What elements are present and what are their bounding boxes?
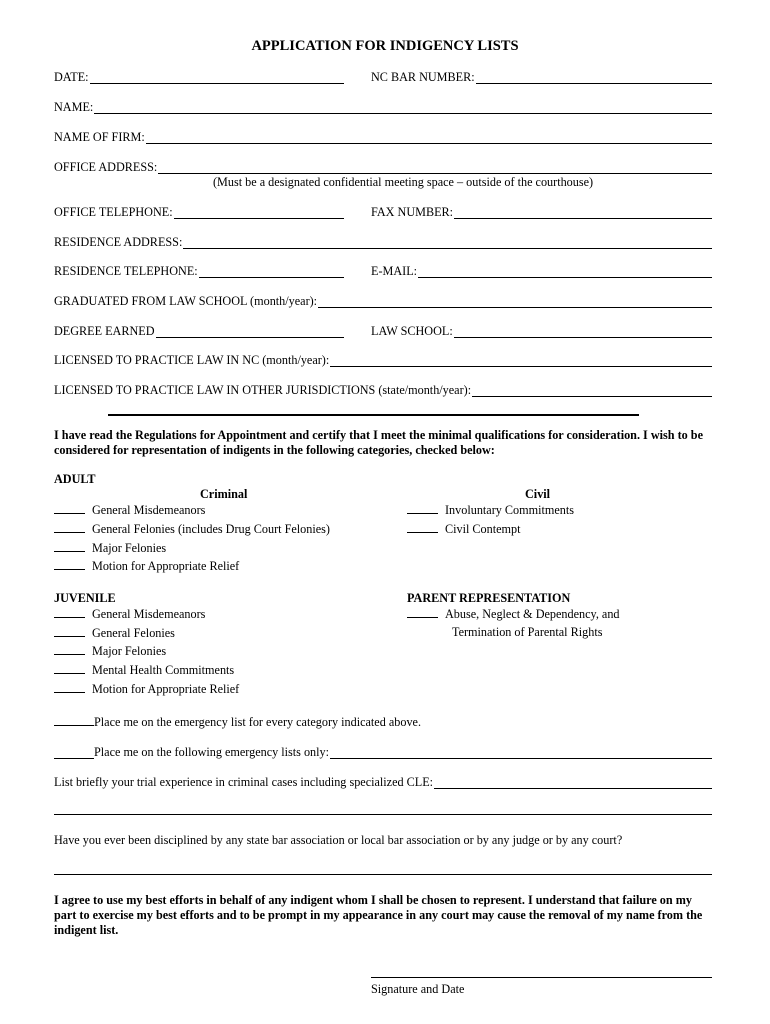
item-label: Mental Health Commitments bbox=[92, 663, 235, 677]
parent-item[interactable] bbox=[407, 606, 620, 621]
licensed-other-label: LICENSED TO PRACTICE LAW IN OTHER JURISDICTIONS (state/month/year): bbox=[54, 383, 472, 397]
emergency-following-input-line[interactable] bbox=[330, 746, 712, 759]
date-field[interactable] bbox=[54, 68, 344, 84]
email-field[interactable] bbox=[371, 262, 712, 278]
criminal-heading: Criminal bbox=[200, 487, 248, 501]
office-address-label: OFFICE ADDRESS: bbox=[54, 160, 158, 174]
adult-criminal-item[interactable] bbox=[54, 558, 239, 573]
parent-representation-heading: PARENT REPRESENTATION bbox=[407, 591, 571, 605]
item-label: General Felonies bbox=[92, 626, 175, 640]
trial-experience-extra-line[interactable] bbox=[54, 814, 712, 815]
date-input-line[interactable] bbox=[90, 71, 344, 84]
fax-number-label: FAX NUMBER: bbox=[371, 205, 454, 219]
civil-heading: Civil bbox=[525, 487, 551, 501]
office-telephone-field[interactable] bbox=[54, 203, 344, 219]
residence-address-label: RESIDENCE ADDRESS: bbox=[54, 235, 183, 249]
item-label: General Misdemeanors bbox=[92, 503, 206, 517]
juvenile-item[interactable] bbox=[54, 606, 205, 621]
nc-bar-number-field[interactable] bbox=[371, 68, 712, 84]
graduated-label: GRADUATED FROM LAW SCHOOL (month/year): bbox=[54, 294, 318, 308]
item-label: Civil Contempt bbox=[445, 522, 521, 536]
adult-civil-item[interactable] bbox=[407, 521, 521, 536]
emergency-following-field[interactable] bbox=[54, 743, 712, 759]
email-input-line[interactable] bbox=[418, 265, 712, 278]
nc-bar-number-label: NC BAR NUMBER: bbox=[371, 70, 475, 84]
section-divider bbox=[108, 414, 639, 416]
licensed-other-input-line[interactable] bbox=[472, 384, 712, 397]
checkbox-blank[interactable] bbox=[54, 558, 85, 570]
agreement-text: I agree to use my best efforts in behalf of any indigent whom I shall be chosen to represent. I understand that failure on my part to exercise my best efforts and to be prompt in my appearance in any court may cause the removal of my name from the indigent list. bbox=[54, 893, 703, 937]
firm-field[interactable] bbox=[54, 128, 712, 144]
licensed-nc-label: LICENSED TO PRACTICE LAW IN NC (month/year): bbox=[54, 353, 330, 367]
item-label: Motion for Appropriate Relief bbox=[92, 682, 240, 696]
item-label: Abuse, Neglect & Dependency, and bbox=[445, 607, 620, 621]
checkbox-blank[interactable] bbox=[54, 502, 85, 514]
date-label: DATE: bbox=[54, 70, 89, 84]
licensed-other-field[interactable] bbox=[54, 381, 712, 397]
item-label: Major Felonies bbox=[92, 541, 167, 555]
trial-experience-input-line[interactable] bbox=[434, 776, 712, 789]
firm-label: NAME OF FIRM: bbox=[54, 130, 145, 144]
signature-line[interactable] bbox=[371, 977, 712, 978]
certification-text: I have read the Regulations for Appointment and certify that I meet the minimal qualifications for consideration. I wish to be considered for representation of indigents in the following categories, checked below: bbox=[54, 428, 703, 457]
juvenile-heading: JUVENILE bbox=[54, 591, 116, 605]
office-telephone-label: OFFICE TELEPHONE: bbox=[54, 205, 173, 219]
adult-heading: ADULT bbox=[54, 472, 96, 486]
checkbox-blank[interactable] bbox=[407, 502, 438, 514]
residence-telephone-input-line[interactable] bbox=[199, 265, 344, 278]
office-address-field[interactable] bbox=[54, 158, 712, 174]
adult-criminal-item[interactable] bbox=[54, 540, 166, 555]
checkbox-blank[interactable] bbox=[54, 643, 85, 655]
law-school-input-line[interactable] bbox=[454, 325, 712, 338]
checkbox-blank[interactable] bbox=[54, 747, 94, 759]
graduated-field[interactable] bbox=[54, 292, 712, 308]
checkbox-blank[interactable] bbox=[54, 681, 85, 693]
item-label: Motion for Appropriate Relief bbox=[92, 559, 240, 573]
degree-earned-label: DEGREE EARNED bbox=[54, 324, 155, 338]
juvenile-item[interactable] bbox=[54, 625, 175, 640]
graduated-input-line[interactable] bbox=[318, 295, 712, 308]
parent-item-continued: Termination of Parental Rights bbox=[452, 625, 603, 639]
checkbox-blank[interactable] bbox=[54, 662, 85, 674]
office-telephone-input-line[interactable] bbox=[174, 206, 344, 219]
emergency-all-item[interactable] bbox=[54, 714, 421, 729]
adult-criminal-item[interactable] bbox=[54, 521, 330, 536]
office-address-note: (Must be a designated confidential meeting space – outside of the courthouse) bbox=[213, 175, 594, 189]
residence-telephone-label: RESIDENCE TELEPHONE: bbox=[54, 264, 198, 278]
law-school-field[interactable] bbox=[371, 322, 712, 338]
fax-number-field[interactable] bbox=[371, 203, 712, 219]
checkbox-blank[interactable] bbox=[407, 606, 438, 618]
checkbox-blank[interactable] bbox=[407, 521, 438, 533]
emergency-all-label: Place me on the emergency list for every category indicated above. bbox=[94, 715, 422, 729]
fax-number-input-line[interactable] bbox=[454, 206, 712, 219]
checkbox-blank[interactable] bbox=[54, 540, 85, 552]
emergency-following-label: Place me on the following emergency lists only: bbox=[94, 745, 330, 759]
adult-civil-item[interactable] bbox=[407, 502, 574, 517]
juvenile-item[interactable] bbox=[54, 662, 234, 677]
item-label: General Felonies (includes Drug Court Felonies) bbox=[92, 522, 330, 536]
checkbox-blank[interactable] bbox=[54, 714, 94, 726]
juvenile-item[interactable] bbox=[54, 643, 166, 658]
signature-label: Signature and Date bbox=[371, 982, 465, 996]
law-school-label: LAW SCHOOL: bbox=[371, 324, 453, 338]
name-label: NAME: bbox=[54, 100, 94, 114]
residence-telephone-field[interactable] bbox=[54, 262, 344, 278]
nc-bar-number-input-line[interactable] bbox=[476, 71, 712, 84]
name-field[interactable] bbox=[54, 98, 712, 114]
disciplined-answer-line[interactable] bbox=[54, 874, 712, 875]
trial-experience-label: List briefly your trial experience in criminal cases including specialized CLE: bbox=[54, 775, 434, 789]
office-address-input-line[interactable] bbox=[158, 161, 712, 174]
degree-earned-field[interactable] bbox=[54, 322, 344, 338]
licensed-nc-field[interactable] bbox=[54, 351, 712, 367]
checkbox-blank[interactable] bbox=[54, 625, 85, 637]
trial-experience-field[interactable] bbox=[54, 773, 712, 789]
licensed-nc-input-line[interactable] bbox=[330, 354, 712, 367]
juvenile-item[interactable] bbox=[54, 681, 239, 696]
firm-input-line[interactable] bbox=[146, 131, 712, 144]
item-label: Involuntary Commitments bbox=[445, 503, 574, 517]
adult-criminal-item[interactable] bbox=[54, 502, 205, 517]
name-input-line[interactable] bbox=[94, 101, 712, 114]
disciplined-question: Have you ever been disciplined by any state bar association or local bar association or by any judge or by any court? bbox=[54, 833, 623, 847]
degree-earned-input-line[interactable] bbox=[156, 325, 344, 338]
checkbox-blank[interactable] bbox=[54, 606, 85, 618]
email-label: E-MAIL: bbox=[371, 264, 418, 278]
item-label: General Misdemeanors bbox=[92, 607, 206, 621]
item-label: Major Felonies bbox=[92, 644, 167, 658]
residence-address-input-line[interactable] bbox=[183, 236, 712, 249]
residence-address-field[interactable] bbox=[54, 233, 712, 249]
checkbox-blank[interactable] bbox=[54, 521, 85, 533]
form-title: APPLICATION FOR INDIGENCY LISTS bbox=[251, 38, 519, 54]
